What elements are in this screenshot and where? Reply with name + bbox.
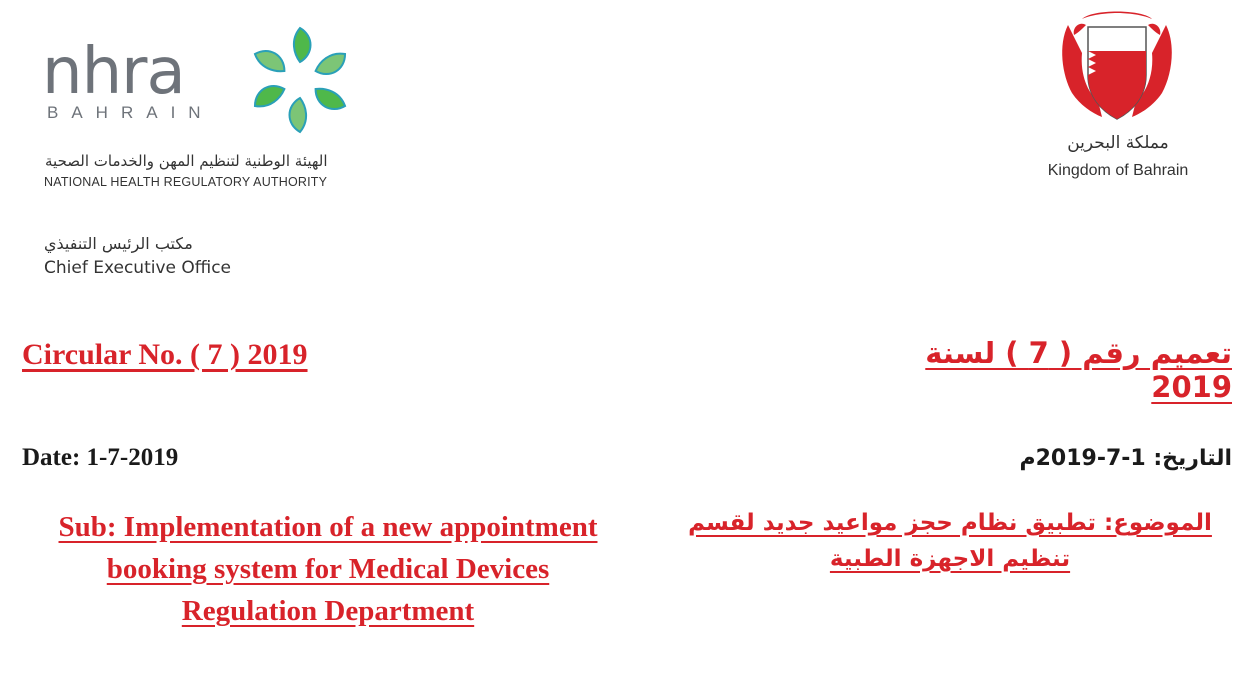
circular-title-arabic: تعميم رقم ( 7 ) لسنة 2019 [925, 336, 1232, 404]
circular-date-arabic: التاريخ: 1-7-2019م [1019, 446, 1232, 471]
kingdom-name-english: Kingdom of Bahrain [1047, 162, 1189, 179]
subject-english: Sub: Implementation of a new appointment booking system for Medical Devices Regulation Department [58, 511, 598, 627]
nhra-wordmark: nhra [42, 35, 185, 109]
nhra-country: BAHRAIN [47, 103, 214, 122]
nhra-flower-logo-icon [240, 20, 360, 140]
nhra-name-arabic: الهيئة الوطنية لتنظيم المهن والخدمات الصحية [45, 152, 328, 170]
petal-icon [294, 28, 311, 62]
bahrain-emblem-icon [1058, 5, 1176, 127]
subject-arabic: الموضوع: تطبيق نظام حجز مواعيد جديد لقسم تنظيم الاجهزة الطبية [688, 510, 1212, 572]
circular-title-english: Circular No. ( 7 ) 2019 [22, 338, 308, 371]
office-name-arabic: مكتب الرئيس التنفيذي [44, 234, 193, 253]
circular-date-english: Date: 1-7-2019 [22, 444, 179, 471]
kingdom-name-arabic: مملكة البحرين [1067, 133, 1169, 153]
nhra-name-english: NATIONAL HEALTH REGULATORY AUTHORITY [44, 175, 328, 189]
office-name-english: Chief Executive Office [44, 258, 232, 278]
